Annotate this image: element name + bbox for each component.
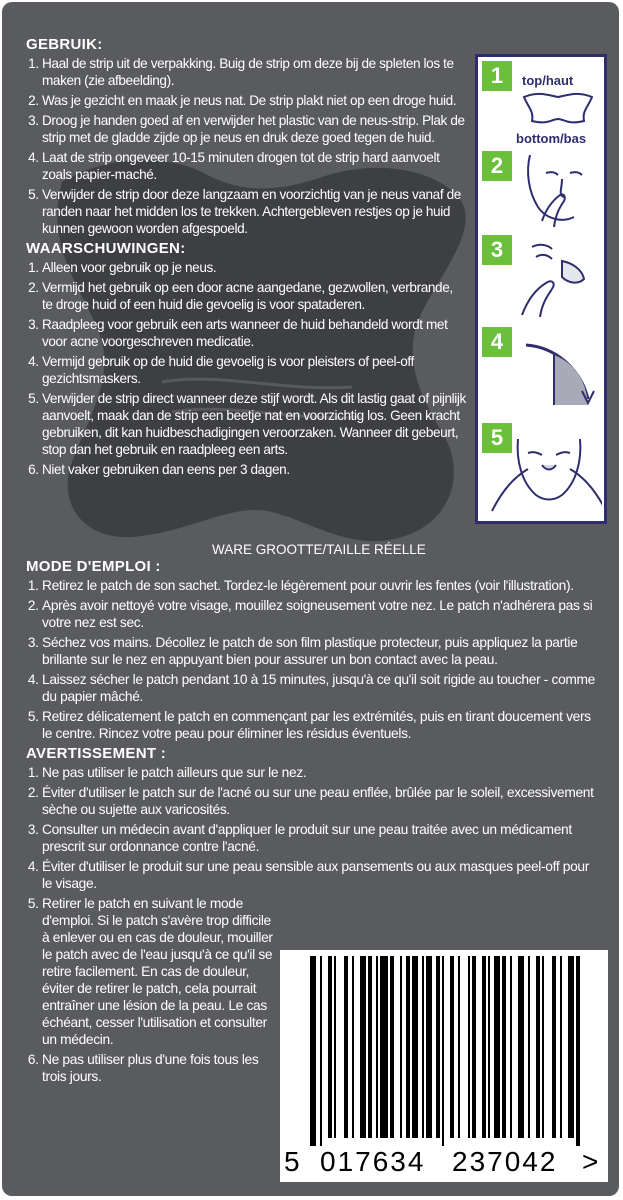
barcode-digits-right: 237042 <box>452 1146 558 1177</box>
barcode-bar <box>450 956 454 1138</box>
step-number: 4 <box>482 327 512 357</box>
barcode-bars <box>280 950 608 1146</box>
fr-usage-list <box>26 577 601 742</box>
barcode-bar <box>344 956 348 1138</box>
barcode-bar <box>380 956 388 1138</box>
barcode-bar <box>442 956 444 1146</box>
step-number: 5 <box>482 423 512 453</box>
top-label: top/haut <box>522 73 574 88</box>
barcode-bar <box>568 956 574 1138</box>
barcode-bar <box>528 956 530 1138</box>
barcode-bar <box>472 956 476 1138</box>
barcode-bar <box>390 956 394 1138</box>
step-number: 3 <box>482 235 512 265</box>
step-number: 2 <box>482 151 512 181</box>
barcode-digits <box>280 1146 608 1176</box>
barcode-bar <box>518 956 524 1138</box>
barcode-bar <box>542 956 544 1138</box>
fr-warnings-title: AVERTISSEMENT : <box>26 745 167 762</box>
step-5 <box>478 421 604 521</box>
nl-usage-list <box>26 55 466 237</box>
list-item: 1. Alleen voor gebruik op je neus. <box>42 259 466 276</box>
step-2 <box>478 149 604 229</box>
face-remove-icon <box>488 431 602 519</box>
instructions-text <box>26 36 466 481</box>
list-item: 6. Ne pas utiliser plus d'une fois tous les trois jours. <box>42 1051 274 1085</box>
list-item: 5. Verwijder de strip direct wanneer deze stijf wordt. Als dit lastig gaat of pijnlijk aanvoelt, maak dan de strip een beetje nat en voorzichtig los. Geen kracht gebruiken, dit kan huidbeschadigingen veroorzaken. Wanneer dit gebeurt, stop dan het gebruik en raadpleeg een arts. <box>42 390 466 458</box>
step-4 <box>478 325 604 417</box>
barcode-bar <box>426 956 432 1138</box>
barcode-bar <box>368 956 372 1138</box>
barcode-bar <box>560 956 562 1138</box>
barcode-bar <box>502 956 506 1138</box>
face-strip-icon <box>512 239 602 319</box>
barcode-bar <box>436 956 440 1138</box>
list-item: 3. Séchez vos mains. Décollez le patch de son film plastique protecteur, puis appliquez la partie brillante sur le nez en appuyant bien pour assurer un bon contact avec la peau. <box>42 634 601 668</box>
barcode-quiet-marker: > <box>582 1146 601 1177</box>
nl-warnings-title: WAARSCHUWINGEN: <box>26 240 186 257</box>
barcode-bar <box>412 956 418 1138</box>
list-item: 6. Niet vaker gebruiken dan eens per 3 dagen. <box>42 461 466 478</box>
list-item: 5. Retirer le patch en suivant le mode d'emploi. Si le patch s'avère trop difficile à enlever ou en cas de douleur, mouiller le patch avec de l'eau jusqu'à ce qu'il se retire facilement. En cas de douleur, éviter de retirer le patch, cela pourrait entraîner une lésion de la peau. Le cas échéant, cesser l'utilisation et consulter un médecin. <box>42 895 274 1048</box>
barcode-bar <box>510 956 512 1138</box>
list-item: 4. Laissez sécher le patch pendant 10 à 15 minutes, jusqu'à ce qu'il soit rigide au toucher - comme du papier mâché. <box>42 671 601 705</box>
list-item: 2. Éviter d'utiliser le patch sur de l'acné ou sur une peau enflée, brûlée par le soleil, excessivement sèche ou sujette aux varicosités. <box>42 784 601 818</box>
barcode-bar <box>536 956 540 1138</box>
list-item: 5. Verwijder de strip door deze langzaam en voorzichtig van je neus vanaf de randen naar het midden los te trekken. Achtergebleven restjes op je huid kunnen gewoon worden afgespoeld. <box>42 186 466 237</box>
barcode-bar <box>400 956 402 1138</box>
list-item: 2. Was je gezicht en maak je neus nat. De strip plakt niet op een droge huid. <box>42 92 466 109</box>
list-item: 1. Ne pas utiliser le patch ailleurs que sur le nez. <box>42 764 601 781</box>
list-item: 3. Raadpleeg voor gebruik een arts wanneer de huid behandeld wordt met voor acne voorgeschreven medicatie. <box>42 316 466 350</box>
barcode-bar <box>468 956 470 1138</box>
barcode-bar <box>482 956 486 1138</box>
step-number: 1 <box>482 61 512 91</box>
list-item: 4. Laat de strip ongeveer 10-15 minuten drogen tot de strip hard aanvoelt zoals papier-maché. <box>42 149 466 183</box>
barcode-bar <box>494 956 500 1138</box>
barcode-bar <box>360 956 366 1138</box>
list-item: 3. Consulter un médecin avant d'appliquer le produit sur une peau traitée avec un médicament prescrit sur ordonnance contre l'acné. <box>42 821 601 855</box>
barcode <box>280 950 608 1182</box>
list-item: 1. Haal de strip uit de verpakking. Buig de strip om deze bij de spleten los te maken (zie afbeelding). <box>42 55 466 89</box>
list-item: 4. Éviter d'utiliser le produit sur une peau sensible aux pansements ou aux masques peel-off pour le visage. <box>42 858 601 892</box>
barcode-digits-left: 017634 <box>320 1146 426 1177</box>
barcode-bar <box>406 956 410 1138</box>
barcode-bar <box>376 956 378 1138</box>
list-item: 2. Vermijd het gebruik op een door acne aangedane, gezwollen, verbrande, te droge huid of een huid die gevoelig is voor spataderen. <box>42 279 466 313</box>
nose-strip-icon <box>518 89 598 129</box>
actual-size-label: WARE GROOTTE/TAILLE RÉELLE <box>212 542 426 557</box>
step-1 <box>478 59 604 149</box>
barcode-bar <box>310 956 316 1146</box>
list-item: 1. Retirez le patch de son sachet. Tordez-le légèrement pour ouvrir les fentes (voir l'illustration). <box>42 577 601 594</box>
barcode-bar <box>352 956 354 1138</box>
barcode-bar <box>422 956 424 1138</box>
barcode-bar <box>576 956 580 1146</box>
list-item: 3. Droog je handen goed af en verwijder het plastic van de neus-strip. Plak de strip met de gladde zijde op je neus en druk deze goed tegen de huid. <box>42 112 466 146</box>
list-item: 4. Vermijd gebruik op de huid die gevoelig is voor pleisters of peel-off gezichtsmaskers. <box>42 353 466 387</box>
barcode-bar <box>552 956 556 1138</box>
barcode-digit-first: 5 <box>284 1146 302 1177</box>
barcode-bar <box>334 956 336 1138</box>
fr-usage-title: MODE D'EMPLOI : <box>26 558 161 575</box>
bottom-label: bottom/bas <box>516 131 587 146</box>
barcode-bar <box>458 956 460 1138</box>
nl-usage-title: GEBRUIK: <box>26 36 103 53</box>
barcode-bar <box>328 956 332 1138</box>
list-item: 2. Après avoir nettoyé votre visage, mouillez soigneusement votre nez. Le patch n'adhérera pas si votre nez est sec. <box>42 597 601 631</box>
step-3 <box>478 233 604 321</box>
steps-panel <box>475 54 607 524</box>
barcode-bar <box>488 956 490 1138</box>
package-back-panel <box>2 2 619 1196</box>
nl-warnings-list <box>26 259 466 478</box>
list-item: 5. Retirez délicatement le patch en commençant par les extrémités, puis en tirant doucement vers le centre. Rincez votre peau pour éliminer les résidus éventuels. <box>42 708 601 742</box>
face-apply-icon <box>512 151 602 229</box>
timer-icon <box>508 333 602 413</box>
barcode-bar <box>320 956 322 1146</box>
